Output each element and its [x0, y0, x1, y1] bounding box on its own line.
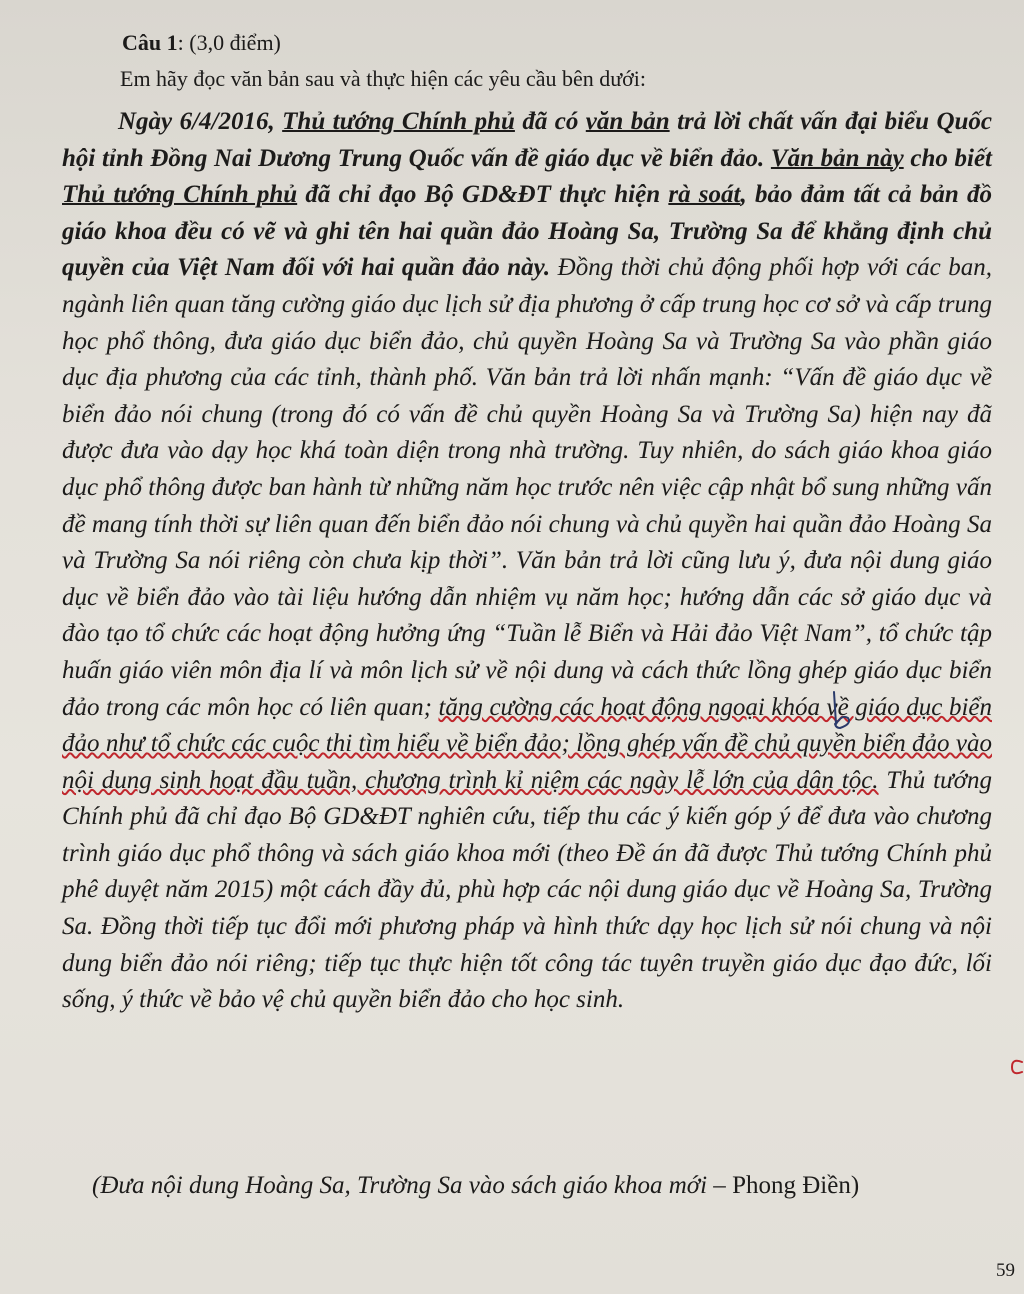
passage-fragment: trả lời chất vấn đại biểu Quốc hội tỉnh Đồng Nai Dương Trung Quốc vấn đề giáo dục về biển đảo. — [62, 108, 993, 172]
passage-fragment: đã có — [514, 108, 586, 135]
passage-bold-sentence: , bảo đảm tất cả bản đồ giáo khoa đều có vẽ và ghi tên hai quần đảo Hoàng Sa, Trường Sa để khẳng định chủ quyền của Việt Nam đối với hai quần đảo này. — [62, 181, 992, 282]
question-heading — [122, 30, 281, 56]
handwritten-c-mark — [1008, 1056, 1024, 1078]
source-author: Phong Điền) — [725, 1172, 860, 1199]
question-instruction: Em hãy đọc văn bản sau và thực hiện các yêu cầu bên dưới: — [120, 66, 647, 91]
underlined-this-document: Văn bản này — [770, 144, 904, 172]
pen-stroke — [834, 692, 849, 728]
handwritten-b-mark — [826, 690, 856, 734]
underlined-document: văn bản — [585, 108, 670, 135]
underlined-prime-minister: Thủ tướng Chính phủ — [282, 108, 515, 135]
reading-passage — [62, 104, 992, 1019]
passage-body: Đồng thời chủ động phối hợp với các ban, ngành liên quan tăng cường giáo dục lịch sử địa phương ở cấp trung học cơ sở và cấp trung học phổ thông, đưa giáo dục biển đảo, chủ quyền Hoàng Sa và Trường Sa vào phần giáo dục địa phương của các tỉnh, thành phố. Văn bản trả lời nhấn mạnh: “Vấn đề giáo dục về biển đảo nói chung (trong đó có vấn đề chủ quyền Hoàng Sa và Trường Sa) hiện nay đã được đưa vào dạy học khá toàn diện trong nhà trường. Tuy nhiên, do sách giáo khoa giáo dục phổ thông được ban hành từ những năm học trước nên việc cập nhật bổ sung những vấn đề mang tính thời sự liên quan đến biển đảo nói chung và chủ quyền hai quần đảo Hoàng Sa và Trường Sa nói riêng còn chưa kịp thời”. Văn bản trả lời cũng lưu ý, đưa nội dung giáo dục về biển đảo vào tài liệu hướng dẫn nhiệm vụ năm học; hướng dẫn các sở giáo dục và đào tạo tổ chức các hoạt động hưởng ứng “Tuần lễ Biển và Hải đảo Việt Nam”, tổ chức tập huấn giáo viên môn địa lí và môn lịch sử về nội dung và cách thức lồng ghép giáo dục biển đảo trong các môn học có liên quan; — [62, 254, 993, 721]
underlined-prime-minister: Thủ tướng Chính phủ — [62, 181, 298, 209]
source-citation — [92, 1172, 859, 1200]
red-wavy-highlight: tăng cường các hoạt động ngoại khóa về giáo dục biển đảo như tổ chức các cuộc thi tìm hiểu về biển đảo; lồng ghép vấn đề chủ quyền biển đảo vào nội dung sinh hoạt đầu tuần, chương trình kỉ niệm các ngày lễ lớn của dân tộc. — [62, 693, 992, 794]
source-title: (Đưa nội dung Hoàng Sa, Trường Sa vào sách giáo khoa mới – — [92, 1172, 726, 1199]
pen-stroke — [1012, 1061, 1022, 1073]
question-label: Câu 1 — [122, 30, 178, 55]
page-number: 59 — [996, 1260, 1015, 1281]
passage-fragment: cho biết — [903, 144, 992, 172]
passage-body: Thủ tướng Chính phủ đã chỉ đạo Bộ GD&ĐT nghiên cứu, tiếp thu các ý kiến góp ý để đưa vào chương trình giáo dục phổ thông và sách giáo khoa mới (theo Đề án đã được Thủ tướng Chính phủ phê duyệt năm 2015) một cách đầy đủ, phù hợp các nội dung giáo dục về Hoàng Sa, Trường Sa. Đồng thời tiếp tục đổi mới phương pháp và hình thức dạy học lịch sử nói chung và nội dung biển đảo nói riêng; tiếp tục thực hiện tốt công tác tuyên truyền giáo dục đạo đức, lối sống, ý thức về bảo vệ chủ quyền biển đảo cho học sinh. — [62, 766, 992, 1014]
passage-fragment: đã chỉ đạo Bộ GD&ĐT thực hiện — [297, 181, 669, 209]
passage-date: Ngày 6/4/2016, — [118, 108, 283, 135]
question-points: : (3,0 điểm) — [177, 30, 281, 55]
underlined-review: rà soát — [668, 181, 741, 209]
